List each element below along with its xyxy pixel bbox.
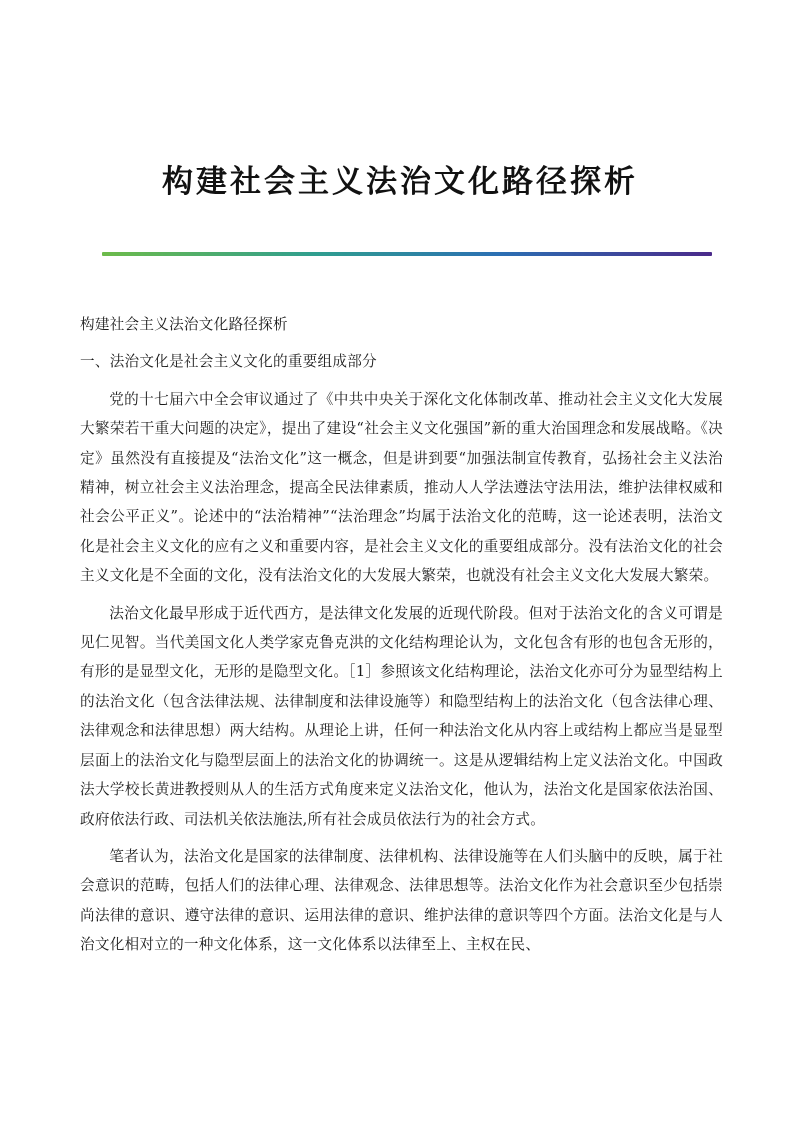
title-divider xyxy=(102,252,712,256)
paragraph: 法治文化最早形成于近代西方，是法律文化发展的近现代阶段。但对于法治文化的含义可谓是见仁见智。当代美国文化人类学家克鲁克洪的文化结构理论认为，文化包含有形的也包含无形的，有形的是显型文化，无形的是隐型文化。［1］参照该文化结构理论，法治文化亦可分为显型结构上的法治文化（包含法律法规、法律制度和法律设施等）和隐型结构上的法治文化（包含法律心理、法律观念和法律思想）两大结构。从理论上讲，任何一种法治文化从内容上或结构上都应当是显型层面上的法治文化与隐型层面上的法治文化的协调统一。这是从逻辑结构上定义法治文化。中国政法大学校长黄进教授则从人的生活方式角度来定义法治文化，他认为，法治文化是国家依法治国、政府依法行政、司法机关依法施法,所有社会成员依法行为的社会方式。 xyxy=(80,604,723,828)
paragraph: 党的十七届六中全会审议通过了《中共中央关于深化文化体制改革、推动社会主义文化大发展大繁荣若干重大问题的决定》，提出了建设“社会主义文化强国”新的重大治国理念和发展战略。《决定》虽然没有直接提及“法治文化”这一概念，但是讲到要“加强法制宣传教育，弘扬社会主义法治精神，树立社会主义法治理念，提高全民法律素质，推动人人学法遵法守法用法，维护法律权威和社会公平正义”。论述中的“法治精神”“法治理念”均属于法治文化的范畴，这一论述表明，法治文化是社会主义文化的应有之义和重要内容，是社会主义文化的重要组成部分。没有法治文化的社会主义文化是不全面的文化，没有法治文化的大发展大繁荣，也就没有社会主义文化大发展大繁荣。 xyxy=(80,390,723,585)
paragraph: 笔者认为，法治文化是国家的法律制度、法律机构、法律设施等在人们头脑中的反映，属于社会意识的范畴，包括人们的法律心理、法律观念、法律思想等。法治文化作为社会意识至少包括崇尚法律的意识、遵守法律的意识、运用法律的意识、维护法律的意识等四个方面。法治文化是与人治文化相对立的一种文化体系，这一文化体系以法律至上、主权在民、 xyxy=(80,847,723,954)
document-body xyxy=(80,310,723,960)
repeated-title-line: 构建社会主义法治文化路径探析 xyxy=(80,316,288,333)
section-heading: 一、法治文化是社会主义文化的重要组成部分 xyxy=(80,353,377,371)
document-title: 构建社会主义法治文化路径探析 xyxy=(162,164,638,200)
